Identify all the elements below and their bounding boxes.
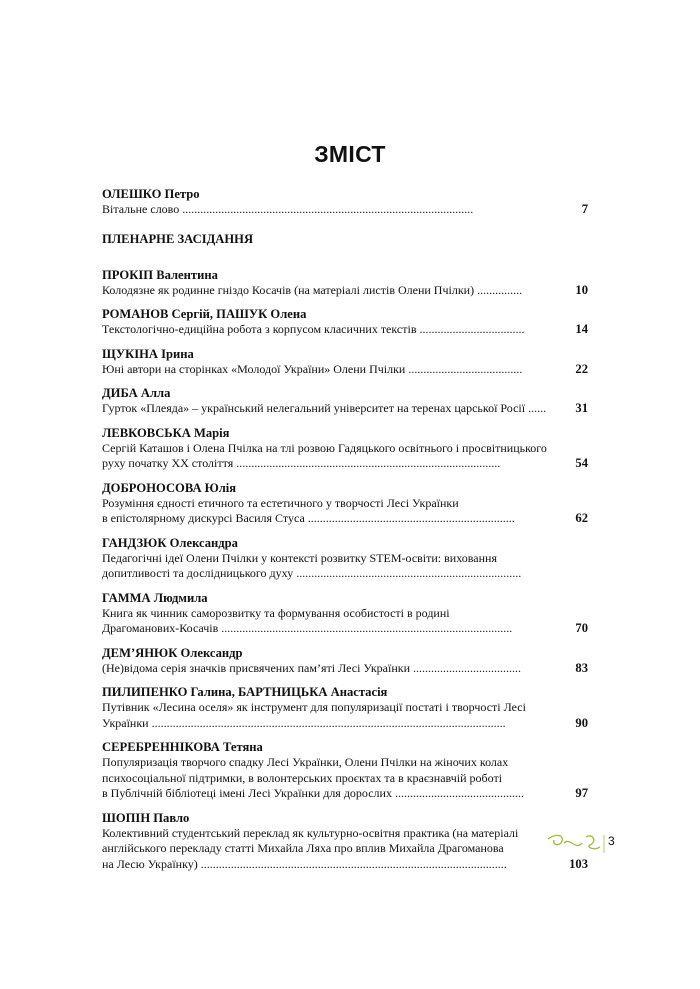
entry-page-number: 70 bbox=[575, 621, 588, 635]
entry-title-line: Юні автори на сторінках «Молодої України» Олени Пчілки ...................................... 22 bbox=[102, 361, 588, 376]
toc-entry bbox=[102, 425, 588, 472]
toc-entry bbox=[102, 810, 588, 873]
section-heading: ПЛЕНАРНЕ ЗАСІДАННЯ bbox=[102, 231, 254, 246]
page-number: 3 bbox=[608, 834, 615, 848]
entry-page-number: 22 bbox=[575, 361, 588, 376]
entry-page-number: 54 bbox=[575, 456, 588, 470]
entry-title-line: Українки ...................................................................................................................... 90 bbox=[102, 715, 588, 730]
entry-author: ПИЛИПЕНКО Галина, БАРТНИЦЬКА Анастасія bbox=[102, 685, 388, 699]
entry-title-line: Педагогічні ідеї Олени Пчілки у контексті розвитку STEM-освіти: виховання bbox=[102, 550, 497, 565]
entry-title-line: Сергій Каташов і Олена Пчілка на тлі розвою Гадяцького освітнього і просвітницького bbox=[102, 440, 547, 455]
entry-title-line: (Не)відома серія значків присвячених пам’яті Лесі Українки .................................... 83 bbox=[102, 660, 588, 675]
entry-title-line: Колективний студентський переклад як культурно-освітня практика (на матеріалі bbox=[102, 825, 519, 840]
table-of-contents bbox=[102, 186, 588, 880]
entry-author: ДИБА Алла bbox=[102, 386, 171, 400]
entry-page-number: 7 bbox=[581, 202, 588, 216]
entry-title-line: на Лесю Українку) ...................................................................................................... 103 bbox=[102, 856, 588, 871]
entry-title-line: англійського перекладу статті Михайла Ляха про вплив Михайла Драгоманова bbox=[102, 841, 504, 855]
entry-title-line: в Публічній бібліотеці імені Лесі Українки для дорослих ........................................... 97 bbox=[102, 786, 588, 800]
entry-title-line: Колодязне як родинне гніздо Косачів (на матеріалі листів Олени Пчілки) ............... 10 bbox=[102, 282, 588, 297]
entry-title-line: руху початку ХХ століття ........................................................................................ 54 bbox=[102, 456, 588, 470]
entry-title-line: Текстологічно-едиційна робота з корпусом класичних текстів ................................... 14 bbox=[102, 322, 588, 336]
page-title: ЗМІСТ bbox=[314, 141, 386, 167]
entry-title-line: допитливості та дослідницького духу ........................................................................... bbox=[102, 566, 522, 580]
entry-title-line: в епістолярному дискурсі Василя Стуса ..................................................................... 62 bbox=[102, 511, 588, 525]
toc-entry bbox=[102, 346, 588, 378]
entry-page-number: 90 bbox=[575, 715, 588, 730]
entry-title-line: Путівник «Лесина оселя» як інструмент для популяризації постаті і творчості Лесі bbox=[102, 700, 526, 714]
entry-title-line: психосоціальної підтримки, в волонтерських проєктах та в краєзнавчій роботі bbox=[102, 770, 503, 785]
entry-author: ЩУКІНА Ірина bbox=[102, 346, 194, 361]
entry-author: ГАММА Людмила bbox=[102, 590, 208, 605]
entry-page-number: 10 bbox=[575, 282, 588, 297]
toc-entry bbox=[102, 739, 588, 802]
entry-title-line: Вітальне слово ................................................................................................. 7 bbox=[102, 202, 588, 216]
entry-title-line: Книга як чинник саморозвитку та формування особистості в родині bbox=[102, 605, 450, 620]
entry-author: ОЛЕШКО Петро bbox=[102, 187, 200, 201]
entry-page-number: 83 bbox=[575, 660, 588, 675]
entry-page-number: 14 bbox=[575, 322, 588, 336]
entry-title-line: Гурток «Плеяда» – український нелегальний університет на теренах царської Росії ...... 31 bbox=[102, 401, 588, 415]
entry-page-number: 97 bbox=[575, 786, 588, 800]
toc-entry bbox=[102, 186, 588, 218]
toc-entry bbox=[102, 535, 588, 582]
entry-author: ГАНДЗЮК Олександра bbox=[102, 535, 238, 550]
entry-author: РОМАНОВ Сергій, ПАШУК Олена bbox=[102, 307, 307, 321]
toc-entry bbox=[102, 684, 588, 731]
entry-page-number: 31 bbox=[575, 401, 588, 415]
toc-entry bbox=[102, 645, 588, 677]
entry-page-number: 103 bbox=[569, 856, 588, 871]
toc-entry bbox=[102, 480, 588, 527]
entry-author: ПРОКІП Валентина bbox=[102, 267, 218, 282]
entry-page-number: 62 bbox=[575, 511, 588, 525]
entry-author: ЛЕВКОВСЬКА Марія bbox=[102, 425, 230, 440]
toc-entry bbox=[102, 267, 588, 299]
toc-entry bbox=[102, 385, 588, 417]
entry-title-line: Популяризація творчого спадку Лесі Українки, Олени Пчілки на жіночих колах bbox=[102, 755, 509, 769]
entry-author: ДОБРОНОСОВА Юлія bbox=[102, 480, 237, 495]
entry-title-line: Розуміння єдності етичного та естетичного у творчості Лесі Українки bbox=[102, 495, 459, 510]
entry-author: ШОПІН Павло bbox=[102, 810, 190, 825]
toc-entry bbox=[102, 590, 588, 637]
toc-entry bbox=[102, 306, 588, 338]
entry-title-line: Драгоманових-Косачів ................................................................................................. 70 bbox=[102, 621, 588, 635]
entry-author: ДЕМ’ЯНЮК Олександр bbox=[102, 645, 243, 660]
entry-author: СЕРЕБРЕННІКОВА Тетяна bbox=[102, 740, 263, 754]
